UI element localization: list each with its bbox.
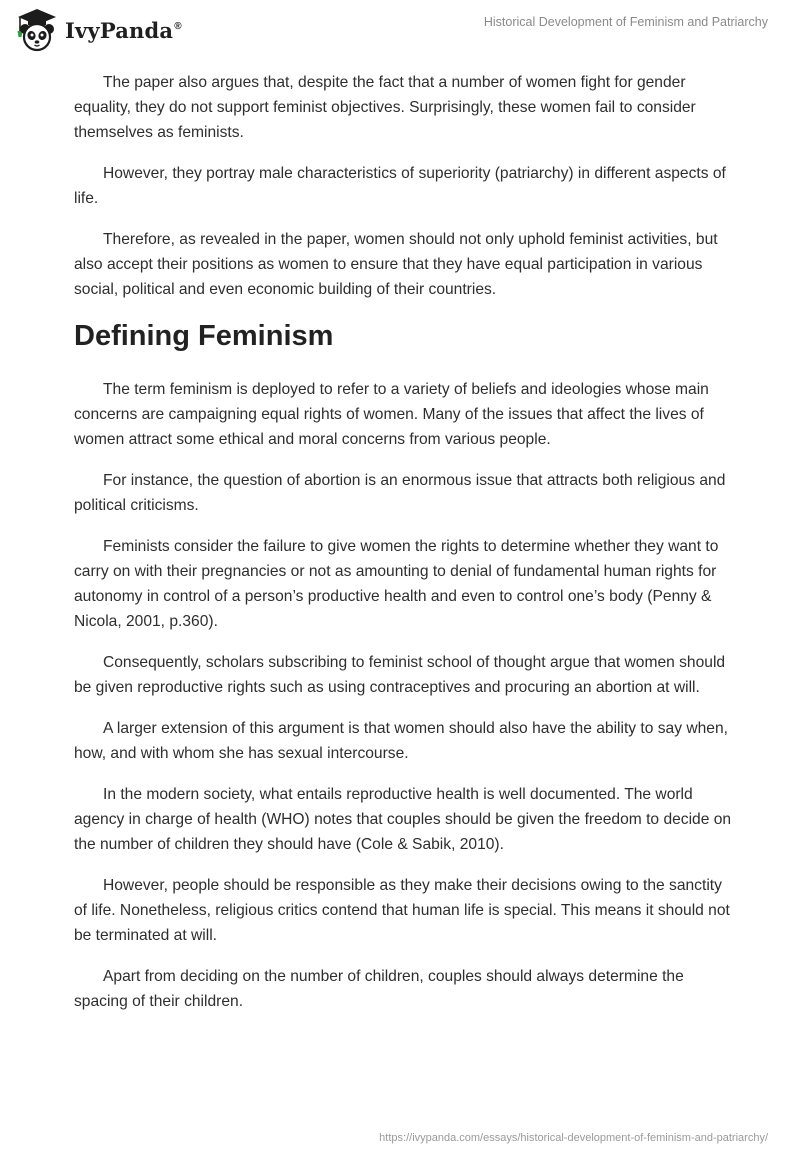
paragraph: Consequently, scholars subscribing to feminist school of thought argue that women should be given reproductive rights such as using contraceptives and procuring an abortion at will. [74,654,726,696]
source-url[interactable]: https://ivypanda.com/essays/historical-development-of-feminism-and-patriarchy/ [379,1132,768,1144]
paragraph: However, people should be responsible as they make their decisions owing to the sanctity of life. Nonetheless, religious critics contend that human life is special. This means it should not be terminated at will. [74,877,730,944]
logo-wordmark: IvyPanda [65,17,174,43]
paragraph: The paper also argues that, despite the fact that a number of women fight for gender equality, they do not support feminist objectives. Surprisingly, these women fail to consider themselves as feminists. [74,74,696,141]
paragraph: For instance, the question of abortion is an enormous issue that attracts both religious and political criticisms. [74,472,726,514]
section-heading: Defining Feminism [74,320,334,352]
paragraph: Apart from deciding on the number of children, couples should always determine the spacing of their children. [74,968,684,1010]
ivypanda-logo[interactable] [14,7,182,53]
document-title: Historical Development of Feminism and Patriarchy [483,15,768,29]
essay-body [74,70,734,1030]
panda-graduation-cap-icon [14,7,60,53]
paragraph: However, they portray male characteristics of superiority (patriarchy) in different aspects of life. [74,165,726,207]
page-header [0,0,800,60]
paragraph: In the modern society, what entails reproductive health is well documented. The world agency in charge of health (WHO) notes that couples should be given the freedom to decide on the number of children they should have (Cole & Sabik, 2010). [74,786,732,853]
paragraph: A larger extension of this argument is that women should also have the ability to say when, how, and with whom she has sexual intercourse. [74,720,728,762]
paragraph: Therefore, as revealed in the paper, women should not only uphold feminist activities, but also accept their positions as women to ensure that they have equal participation in various social, political and even economic building of their countries. [74,231,718,298]
paragraph: Feminists consider the failure to give women the rights to determine whether they want to carry on with their pregnancies or not as amounting to denial of fundamental human rights for autonomy in control of a person’s productive health and even to control one’s body (Penny & Nicola, 2001, p.360). [74,538,719,630]
registered-mark: ® [174,20,182,32]
paragraph: The term feminism is deployed to refer to a variety of beliefs and ideologies whose main concerns are campaigning equal rights of women. Many of the issues that affect the lives of women attract some ethical and moral concerns from various people. [74,381,709,448]
